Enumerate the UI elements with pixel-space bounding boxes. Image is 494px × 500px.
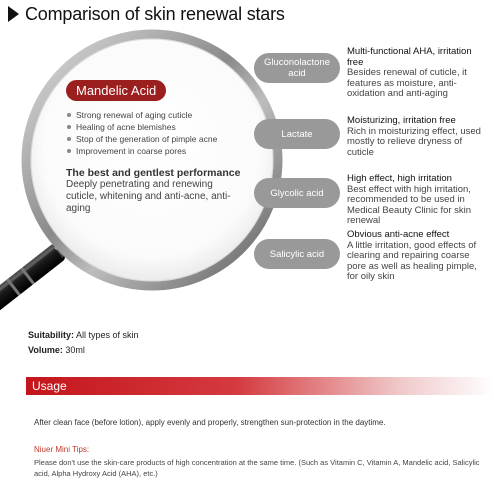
desc-title: Moisturizing, irritation free <box>347 115 456 126</box>
badge-glycolic: Glycolic acid <box>254 178 340 208</box>
list-item: Strong renewal of aging cuticle <box>66 109 256 121</box>
usage-heading: Usage <box>32 379 67 393</box>
tips-title: Niuer Mini Tips: <box>34 445 90 454</box>
desc-salicylic <box>347 230 489 283</box>
page-title: Comparison of skin renewal stars <box>25 3 285 24</box>
list-item: Healing of acne blemishes <box>66 121 256 133</box>
badge-gluconolactone: Gluconolactone acid <box>254 53 340 83</box>
desc-title: High effect, high irritation <box>347 173 452 184</box>
badge-lactate: Lactate <box>254 119 340 149</box>
volume-value: 30ml <box>65 345 85 355</box>
featured-name-pill: Mandelic Acid <box>66 80 166 101</box>
volume-line <box>28 345 85 355</box>
tips-text: Please don't use the skin-care products of high concentration at the same time. (Such as Vitamin C, Vitamin A, Mandelic acid, Salicylic acid, Alpha Hydroxy Acid (AHA), etc.) <box>34 458 480 478</box>
usage-instructions: After clean face (before lotion), apply evenly and properly, strengthen sun-protection in the daytime. <box>34 418 386 427</box>
volume-label: Volume: <box>28 345 63 355</box>
desc-gluconolactone <box>347 47 489 100</box>
list-item: Stop of the generation of pimple acne <box>66 133 256 145</box>
desc-lactate <box>347 116 489 158</box>
badge-salicylic: Salicylic acid <box>254 239 340 269</box>
desc-text: Besides renewal of cuticle, it features as moisture, anti-oxidation and anti-aging <box>347 67 467 99</box>
desc-text: Rich in moisturizing effect, used mostly to relieve dryness of cuticle <box>347 125 481 158</box>
desc-glycolic <box>347 174 489 227</box>
desc-title: Obvious anti-acne effect <box>347 229 450 240</box>
feature-list <box>66 109 256 157</box>
best-performance-title: The best and gentlest performance <box>66 167 241 179</box>
featured-product <box>66 80 256 215</box>
desc-text: Best effect with high irritation, recommended to be used in Medical Beauty Clinic for skin renewal <box>347 183 472 226</box>
suitability-value: All types of skin <box>76 330 139 340</box>
desc-title: Multi-functional AHA, irritation free <box>347 46 472 68</box>
usage-section-bar <box>26 377 494 395</box>
desc-text: A little irritation, good effects of clearing and repairing coarse pore as well as healing pimple, for oily skin <box>347 239 477 282</box>
suitability-line <box>28 330 139 340</box>
suitability-label: Suitability: <box>28 330 75 340</box>
best-performance-desc: Deeply penetrating and renewing cuticle, whitening and anti-acne, anti-aging <box>66 179 231 214</box>
list-item: Improvement in coarse pores <box>66 145 256 157</box>
